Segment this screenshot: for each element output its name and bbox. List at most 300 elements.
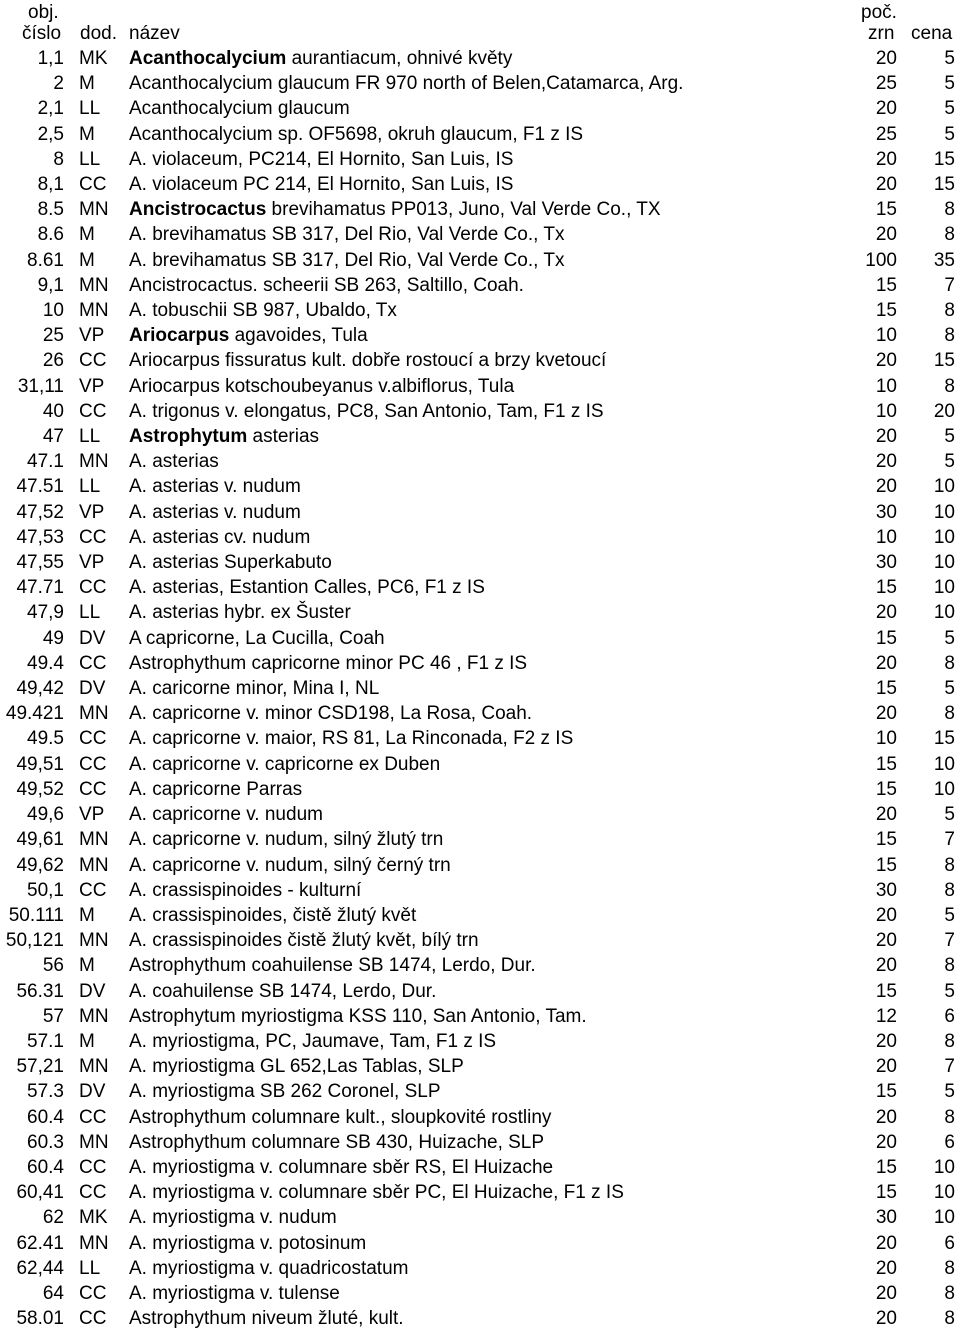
row-name-text: A. myriostigma SB 262 Coronel, SLP xyxy=(129,1081,441,1103)
row-name xyxy=(129,979,860,1004)
row-name-text: A. myriostigma v. potosinum xyxy=(129,1232,367,1254)
table-row xyxy=(0,1205,960,1230)
row-price: 20 xyxy=(933,400,955,422)
row-supplier: MN xyxy=(79,703,109,725)
row-seed-count: 15 xyxy=(875,1156,897,1178)
table-row xyxy=(0,1281,960,1306)
row-number: 47.51 xyxy=(16,476,64,498)
row-price: 10 xyxy=(933,501,955,523)
header-poc: poč. xyxy=(861,2,897,23)
row-name-text: A. coahuilense SB 1474, Lerdo, Dur. xyxy=(129,980,437,1002)
row-supplier: CC xyxy=(79,174,107,196)
header-dod: dod. xyxy=(80,23,117,44)
table-row xyxy=(0,878,960,903)
row-name xyxy=(129,172,860,197)
row-name-text: A capricorne, La Cucilla, Coah xyxy=(129,627,385,649)
row-seed-count: 15 xyxy=(875,753,897,775)
row-seed-count: 20 xyxy=(875,476,897,498)
row-seed-count: 15 xyxy=(875,577,897,599)
row-supplier: DV xyxy=(79,980,106,1002)
row-number: 58.01 xyxy=(16,1308,64,1330)
row-price: 7 xyxy=(944,930,955,952)
row-seed-count: 20 xyxy=(875,426,897,448)
row-name-text: Ariocarpus kotschoubeyanus v.albiflorus, Tula xyxy=(129,375,515,397)
row-seed-count: 30 xyxy=(875,1207,897,1229)
row-seed-count: 15 xyxy=(875,778,897,800)
row-name xyxy=(129,1054,860,1079)
row-name-text: Astrophythum niveum žluté, kult. xyxy=(129,1308,404,1330)
row-supplier: CC xyxy=(79,1308,107,1330)
header-nazev: název xyxy=(129,23,180,44)
table-row xyxy=(0,525,960,550)
row-price: 10 xyxy=(933,577,955,599)
row-price: 10 xyxy=(933,526,955,548)
row-seed-count: 20 xyxy=(875,930,897,952)
row-number: 25 xyxy=(42,325,64,347)
row-number: 31,11 xyxy=(17,375,64,397)
row-name xyxy=(129,1004,860,1029)
row-supplier: CC xyxy=(79,1106,107,1128)
row-name xyxy=(129,374,860,399)
row-supplier: M xyxy=(79,123,95,145)
row-supplier: LL xyxy=(79,602,101,624)
table-row xyxy=(0,348,960,373)
row-seed-count: 20 xyxy=(875,1056,897,1078)
price-table xyxy=(0,46,960,1331)
row-supplier: CC xyxy=(79,728,107,750)
row-seed-count: 20 xyxy=(875,1232,897,1254)
row-number: 57,21 xyxy=(16,1056,64,1078)
table-row xyxy=(0,575,960,600)
table-row xyxy=(0,853,960,878)
row-name-genus: Acanthocalycium xyxy=(129,48,287,69)
row-number: 64 xyxy=(42,1282,64,1304)
table-row xyxy=(0,222,960,247)
row-price: 8 xyxy=(944,652,955,674)
row-name xyxy=(129,500,860,525)
row-supplier: MN xyxy=(79,1005,109,1027)
row-price: 5 xyxy=(944,980,955,1002)
row-price: 8 xyxy=(944,325,955,347)
row-number: 47.71 xyxy=(16,577,64,599)
table-row xyxy=(0,1155,960,1180)
row-seed-count: 15 xyxy=(875,627,897,649)
table-row xyxy=(0,172,960,197)
row-price: 5 xyxy=(944,678,955,700)
row-supplier: MN xyxy=(79,1131,109,1153)
row-name xyxy=(129,777,860,802)
row-seed-count: 10 xyxy=(875,728,897,750)
row-supplier: CC xyxy=(79,753,107,775)
row-price: 7 xyxy=(944,829,955,851)
row-number: 2,5 xyxy=(37,123,64,145)
row-name-text: Acanthocalycium glaucum FR 970 north of Belen,Catamarca, Arg. xyxy=(129,73,684,95)
row-supplier: MK xyxy=(79,1207,108,1229)
row-name xyxy=(129,122,860,147)
row-name-text: A. capricorne v. capricorne ex Duben xyxy=(129,753,441,775)
row-name-text: A. capricorne v. nudum, silný černý trn xyxy=(129,854,451,876)
row-price: 8 xyxy=(944,1257,955,1279)
row-name xyxy=(129,273,860,298)
row-number: 8.61 xyxy=(27,249,64,271)
row-number: 49.421 xyxy=(5,703,64,725)
row-number: 57 xyxy=(42,1005,64,1027)
row-name-text: A. myriostigma GL 652,Las Tablas, SLP xyxy=(129,1056,464,1078)
row-supplier: CC xyxy=(79,526,107,548)
row-name-text: Astrophythum columnare SB 430, Huizache, SLP xyxy=(129,1131,545,1153)
row-number: 2,1 xyxy=(37,98,64,120)
table-row xyxy=(0,827,960,852)
table-row xyxy=(0,953,960,978)
row-name xyxy=(129,323,860,348)
header-zrn: zrn xyxy=(868,23,895,44)
row-price: 8 xyxy=(944,703,955,725)
row-price: 7 xyxy=(944,274,955,296)
table-row xyxy=(0,777,960,802)
row-seed-count: 20 xyxy=(875,1308,897,1330)
row-name xyxy=(129,71,860,96)
row-number: 49.5 xyxy=(27,728,64,750)
table-row xyxy=(0,46,960,71)
table-row xyxy=(0,122,960,147)
row-name xyxy=(129,626,860,651)
row-seed-count: 15 xyxy=(875,1081,897,1103)
row-name-text: A. capricorne v. maior, RS 81, La Rinconada, F2 z IS xyxy=(129,728,574,750)
row-name-text: A. capricorne v. nudum xyxy=(129,804,323,826)
row-name-text: Astrophythum capricorne minor PC 46 , F1 z IS xyxy=(129,652,528,674)
row-name-text: A. myriostigma v. tulense xyxy=(129,1282,340,1304)
row-seed-count: 15 xyxy=(875,199,897,221)
row-number: 49,6 xyxy=(27,804,64,826)
row-supplier: CC xyxy=(79,879,107,901)
row-seed-count: 20 xyxy=(875,98,897,120)
row-price: 10 xyxy=(933,1207,955,1229)
row-number: 49,52 xyxy=(16,778,64,800)
row-supplier: CC xyxy=(79,778,107,800)
row-name-text: A. caricorne minor, Mina I, NL xyxy=(129,678,380,700)
table-row xyxy=(0,147,960,172)
row-price: 6 xyxy=(944,1131,955,1153)
row-number: 57.1 xyxy=(27,1030,64,1052)
row-number: 49,51 xyxy=(16,753,64,775)
table-row xyxy=(0,651,960,676)
row-seed-count: 30 xyxy=(875,879,897,901)
row-name xyxy=(129,600,860,625)
row-seed-count: 20 xyxy=(875,174,897,196)
row-name-text: A. tobuschii SB 987, Ubaldo, Tx xyxy=(129,300,397,322)
row-number: 60,41 xyxy=(16,1182,64,1204)
row-seed-count: 20 xyxy=(875,1131,897,1153)
row-seed-count: 25 xyxy=(875,123,897,145)
row-price: 8 xyxy=(944,300,955,322)
row-number: 40 xyxy=(42,400,64,422)
table-row xyxy=(0,1054,960,1079)
row-number: 47,53 xyxy=(16,526,64,548)
row-supplier: VP xyxy=(79,325,105,347)
row-name-text: Acanthocalycium glaucum xyxy=(129,98,350,120)
row-seed-count: 20 xyxy=(875,1257,897,1279)
row-price: 10 xyxy=(933,1182,955,1204)
row-price: 35 xyxy=(933,249,955,271)
row-number: 56 xyxy=(42,955,64,977)
row-name xyxy=(129,1256,860,1281)
row-name xyxy=(129,222,860,247)
table-row xyxy=(0,71,960,96)
row-price: 8 xyxy=(944,854,955,876)
table-row xyxy=(0,903,960,928)
row-price: 5 xyxy=(944,451,955,473)
row-supplier: VP xyxy=(79,552,105,574)
row-number: 50,1 xyxy=(27,879,64,901)
row-number: 49,42 xyxy=(16,678,64,700)
row-name xyxy=(129,1029,860,1054)
row-number: 62 xyxy=(42,1207,64,1229)
row-name-genus: Ariocarpus xyxy=(129,325,230,347)
row-name xyxy=(129,1155,860,1180)
price-table-body xyxy=(0,46,960,1331)
row-number: 47,9 xyxy=(27,602,64,624)
row-number: 57.3 xyxy=(27,1081,64,1103)
row-name-text: A. crassispinoides - kulturní xyxy=(129,879,362,901)
row-supplier: CC xyxy=(79,1282,107,1304)
table-row xyxy=(0,626,960,651)
row-name-text: Astrophythum columnare kult., sloupkovité rostliny xyxy=(129,1106,552,1128)
row-name-text: aurantiacum, ohnivé květy xyxy=(286,48,513,69)
row-name xyxy=(129,248,860,273)
row-number: 47,52 xyxy=(16,501,64,523)
header-obj: obj. xyxy=(28,2,59,23)
row-supplier: VP xyxy=(79,501,105,523)
row-name-text: A. asterias Superkabuto xyxy=(129,552,332,574)
row-number: 49,61 xyxy=(16,829,64,851)
row-number: 26 xyxy=(42,350,64,372)
row-seed-count: 20 xyxy=(875,224,897,246)
row-name xyxy=(129,348,860,373)
row-price: 8 xyxy=(944,199,955,221)
row-name-text: Astrophytum myriostigma KSS 110, San Antonio, Tam. xyxy=(129,1005,587,1027)
row-supplier: CC xyxy=(79,1182,107,1204)
row-number: 56.31 xyxy=(16,980,64,1002)
row-seed-count: 100 xyxy=(865,249,897,271)
row-name-text: A. crassispinoides čistě žlutý květ, bílý trn xyxy=(129,930,479,952)
row-number: 50.111 xyxy=(8,904,64,926)
row-supplier: LL xyxy=(79,98,101,120)
row-supplier: VP xyxy=(79,804,105,826)
row-name-text: A. capricorne v. nudum, silný žlutý trn xyxy=(129,829,444,851)
row-seed-count: 10 xyxy=(875,400,897,422)
row-price: 10 xyxy=(933,1156,955,1178)
row-seed-count: 20 xyxy=(875,148,897,170)
row-name-text: Astrophythum coahuilense SB 1474, Lerdo, Dur. xyxy=(129,955,536,977)
row-seed-count: 30 xyxy=(875,501,897,523)
row-supplier: CC xyxy=(79,350,107,372)
row-name-text: Ariocarpus fissuratus kult. dobře rostoucí a brzy kvetoucí xyxy=(129,350,607,372)
row-name xyxy=(129,752,860,777)
row-seed-count: 12 xyxy=(875,1005,897,1027)
row-price: 8 xyxy=(944,375,955,397)
row-name xyxy=(129,449,860,474)
row-number: 2 xyxy=(53,73,64,95)
table-row xyxy=(0,197,960,222)
table-row xyxy=(0,273,960,298)
row-name-text: asterias xyxy=(247,426,320,448)
row-name xyxy=(129,575,860,600)
table-row xyxy=(0,600,960,625)
row-seed-count: 20 xyxy=(875,804,897,826)
row-price: 6 xyxy=(944,1232,955,1254)
row-seed-count: 15 xyxy=(875,854,897,876)
row-seed-count: 20 xyxy=(875,703,897,725)
row-price: 7 xyxy=(944,1056,955,1078)
row-name-text: A. asterias cv. nudum xyxy=(129,526,311,548)
row-name-text: agavoides, Tula xyxy=(229,325,368,347)
row-seed-count: 10 xyxy=(875,526,897,548)
row-supplier: DV xyxy=(79,678,106,700)
table-row xyxy=(0,928,960,953)
row-supplier: MN xyxy=(79,930,109,952)
table-row xyxy=(0,1079,960,1104)
row-price: 5 xyxy=(944,904,955,926)
row-name xyxy=(129,1306,860,1331)
row-number: 9,1 xyxy=(37,274,64,296)
row-name xyxy=(129,878,860,903)
row-number: 47 xyxy=(42,426,64,448)
table-row xyxy=(0,1130,960,1155)
row-supplier: MN xyxy=(79,854,109,876)
table-row xyxy=(0,298,960,323)
table-row xyxy=(0,399,960,424)
table-row xyxy=(0,1029,960,1054)
row-number: 49.4 xyxy=(27,652,64,674)
row-name-text: A. asterias v. nudum xyxy=(129,501,301,523)
table-row xyxy=(0,500,960,525)
row-seed-count: 20 xyxy=(875,1282,897,1304)
row-name xyxy=(129,147,860,172)
row-supplier: M xyxy=(79,224,95,246)
row-supplier: MN xyxy=(79,1232,109,1254)
header-row-2 xyxy=(0,21,960,46)
row-price: 5 xyxy=(944,804,955,826)
row-seed-count: 20 xyxy=(875,955,897,977)
row-name-text: A. myriostigma v. columnare sběr RS, El Huizache xyxy=(129,1156,554,1178)
row-name-text: A. violaceum PC 214, El Hornito, San Luis, IS xyxy=(129,174,514,196)
row-supplier: CC xyxy=(79,577,107,599)
row-name-genus: Ancistrocactus xyxy=(129,199,267,221)
row-supplier: M xyxy=(79,73,95,95)
row-supplier: LL xyxy=(79,426,101,448)
row-number: 8,1 xyxy=(37,174,64,196)
row-price: 8 xyxy=(944,879,955,901)
row-seed-count: 15 xyxy=(875,980,897,1002)
row-price: 8 xyxy=(944,1030,955,1052)
row-seed-count: 15 xyxy=(875,300,897,322)
row-price: 15 xyxy=(933,350,955,372)
row-price: 5 xyxy=(944,426,955,448)
row-number: 8.5 xyxy=(37,199,64,221)
table-row xyxy=(0,1180,960,1205)
row-name-text: Acanthocalycium sp. OF5698, okruh glaucum, F1 z IS xyxy=(129,123,584,145)
row-seed-count: 20 xyxy=(875,652,897,674)
row-name-text: Ancistrocactus. scheerii SB 263, Saltillo, Coah. xyxy=(129,274,524,296)
row-name xyxy=(129,525,860,550)
row-seed-count: 15 xyxy=(875,1182,897,1204)
table-row xyxy=(0,1256,960,1281)
row-supplier: CC xyxy=(79,652,107,674)
row-price: 15 xyxy=(933,174,955,196)
row-name xyxy=(129,1130,860,1155)
row-name xyxy=(129,550,860,575)
row-seed-count: 10 xyxy=(875,375,897,397)
row-name-text: A. asterias, Estantion Calles, PC6, F1 z IS xyxy=(129,577,485,599)
row-supplier: CC xyxy=(79,1156,107,1178)
row-number: 62.41 xyxy=(16,1232,64,1254)
row-name-text: A. capricorne v. minor CSD198, La Rosa, Coah. xyxy=(129,703,533,725)
row-seed-count: 15 xyxy=(875,274,897,296)
row-name xyxy=(129,46,860,71)
row-name-text: A. trigonus v. elongatus, PC8, San Antonio, Tam, F1 z IS xyxy=(129,400,604,422)
row-seed-count: 20 xyxy=(875,451,897,473)
row-supplier: LL xyxy=(79,476,101,498)
row-number: 10 xyxy=(42,300,64,322)
row-name-text: A. crassispinoides, čistě žlutý květ xyxy=(129,904,417,926)
row-supplier: M xyxy=(79,1030,95,1052)
table-row xyxy=(0,1004,960,1029)
row-seed-count: 20 xyxy=(875,904,897,926)
row-seed-count: 30 xyxy=(875,552,897,574)
row-name-text: A. myriostigma v. nudum xyxy=(129,1207,337,1229)
row-name xyxy=(129,853,860,878)
row-seed-count: 10 xyxy=(875,325,897,347)
row-seed-count: 25 xyxy=(875,73,897,95)
row-name xyxy=(129,651,860,676)
row-price: 5 xyxy=(944,73,955,95)
row-price: 5 xyxy=(944,98,955,120)
row-supplier: MN xyxy=(79,199,109,221)
row-seed-count: 20 xyxy=(875,602,897,624)
table-row xyxy=(0,323,960,348)
row-supplier: VP xyxy=(79,375,105,397)
row-supplier: DV xyxy=(79,627,106,649)
row-supplier: MK xyxy=(79,48,108,69)
row-name xyxy=(129,676,860,701)
row-number: 60.3 xyxy=(27,1131,64,1153)
row-supplier: MN xyxy=(79,829,109,851)
row-price: 15 xyxy=(933,728,955,750)
row-number: 49 xyxy=(42,627,64,649)
row-number: 47.1 xyxy=(27,451,64,473)
row-name-text: A. asterias xyxy=(129,451,219,473)
row-seed-count: 20 xyxy=(875,1030,897,1052)
row-name xyxy=(129,903,860,928)
row-price: 10 xyxy=(933,476,955,498)
row-name xyxy=(129,1231,860,1256)
row-name-text: A. myriostigma v. quadricostatum xyxy=(129,1257,409,1279)
row-name-text: A. capricorne Parras xyxy=(129,778,303,800)
table-row xyxy=(0,1231,960,1256)
row-price: 10 xyxy=(933,753,955,775)
row-supplier: M xyxy=(79,955,95,977)
row-number: 49,62 xyxy=(16,854,64,876)
row-name xyxy=(129,726,860,751)
row-price: 8 xyxy=(944,1282,955,1304)
row-name xyxy=(129,197,860,222)
row-number: 8.6 xyxy=(37,224,64,246)
row-number: 62,44 xyxy=(16,1257,64,1279)
row-name-text: brevihamatus PP013, Juno, Val Verde Co., TX xyxy=(266,199,661,221)
row-supplier: MN xyxy=(79,274,109,296)
row-name xyxy=(129,1079,860,1104)
row-supplier: M xyxy=(79,249,95,271)
